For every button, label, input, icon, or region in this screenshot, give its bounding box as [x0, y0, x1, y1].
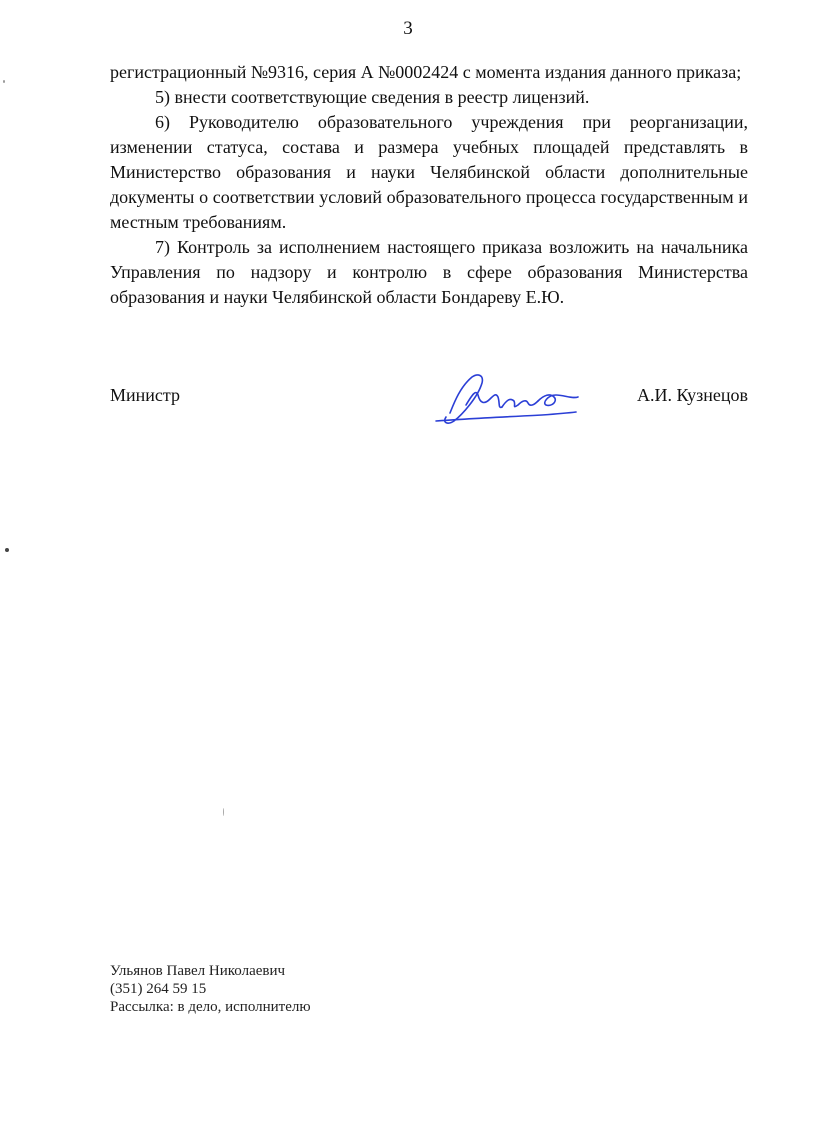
order-body [110, 60, 748, 310]
signer-title: Министр [110, 385, 180, 405]
scan-speck [3, 80, 5, 83]
paragraph-item-5: 5) внести соответствующие сведения в реестр лицензий. [155, 87, 590, 107]
executor-footer [110, 962, 311, 1016]
executor-name: Ульянов Павел Николаевич [110, 963, 286, 979]
paragraph-item-6: 6) Руководителю образовательного учреждения при реорганизации, изменении статуса, состава и размера учебных площадей представлять в Министерство образования и науки Челябинской области дополнительные документы о соответствии условий образовательного процесса государственным и местным требованиям. [110, 112, 748, 232]
executor-phone: (351) 264 59 15 [110, 981, 207, 997]
signature-block [110, 385, 748, 425]
distribution-list: Рассылка: в дело, исполнителю [110, 999, 311, 1015]
scan-speck [223, 808, 224, 816]
handwritten-signature [432, 365, 582, 435]
paragraph-continuation: регистрационный №9316, серия А №0002424 с момента издания данного приказа; [110, 62, 742, 82]
scan-speck [5, 548, 9, 552]
page-number: 3 [403, 18, 413, 39]
paragraph-item-7: 7) Контроль за исполнением настоящего приказа возложить на начальника Управления по надзору и контролю в сфере образования Министерства образования и науки Челябинской области Бондареву Е.Ю. [110, 237, 748, 307]
signer-name: А.И. Кузнецов [636, 385, 748, 405]
